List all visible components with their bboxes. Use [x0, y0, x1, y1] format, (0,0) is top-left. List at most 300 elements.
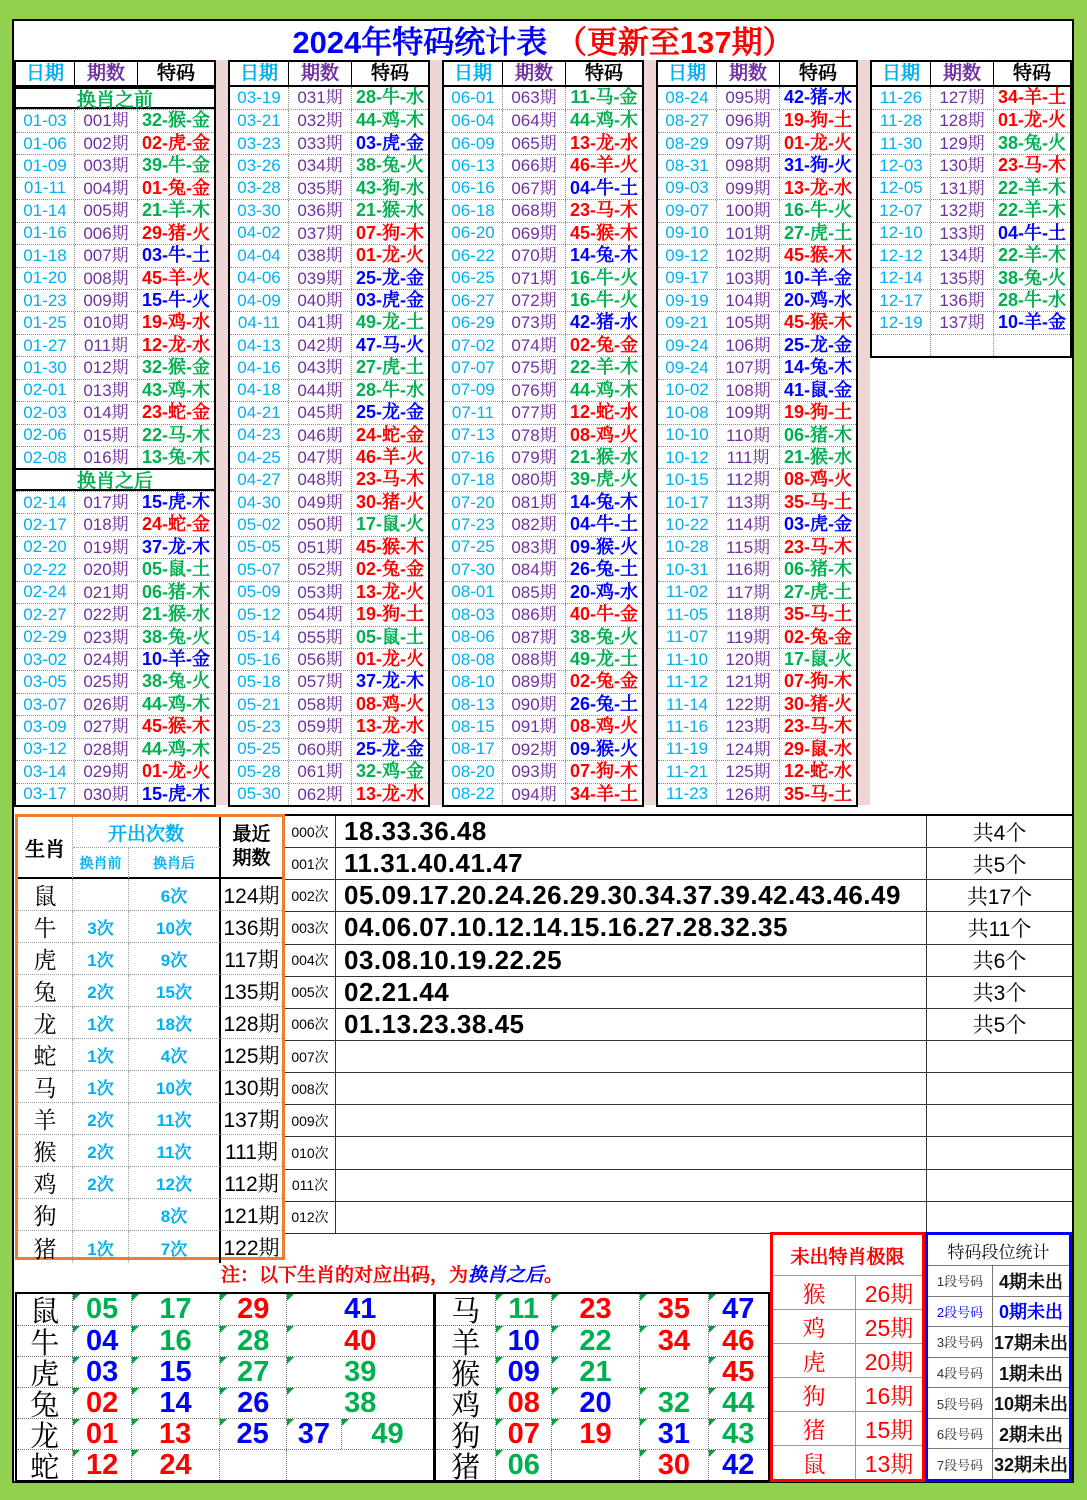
- code-cell: 28-牛-水: [993, 290, 1070, 311]
- period-cell: 105期: [716, 312, 779, 333]
- code-cell: 01-龙-火: [351, 649, 428, 670]
- page-title: [14, 24, 1072, 62]
- date-cell: 04-09: [237, 290, 281, 310]
- period-cell: 064期: [502, 110, 565, 131]
- code-cell: 12-蛇-水: [779, 761, 856, 782]
- date-cell: 06-20: [451, 223, 495, 243]
- num-cell: 07: [495, 1419, 551, 1449]
- code-cell: 21-猴-水: [779, 447, 856, 468]
- date-cell: 04-18: [237, 380, 281, 400]
- header-code: 特码: [351, 62, 428, 85]
- page-title-main: 2024年特码统计表: [292, 25, 548, 60]
- code-cell: 27-虎-土: [779, 582, 856, 603]
- code-cell: 30-猪-火: [779, 694, 856, 715]
- zodiac-label: 鸡: [451, 1389, 481, 1422]
- segment-row: [928, 1297, 1069, 1328]
- date-cell: 08-06: [451, 627, 495, 647]
- count-label: 010次: [285, 1137, 336, 1168]
- table-row: [658, 626, 856, 648]
- table-row: [444, 311, 642, 333]
- count-label: 007次: [285, 1041, 336, 1072]
- table-row: [230, 311, 428, 333]
- zodiac-map-row: [17, 1386, 433, 1422]
- period-cell: 126期: [716, 784, 779, 805]
- code-cell: 21-羊-木: [137, 200, 214, 221]
- stats-header-recent-text: 最近期数: [232, 824, 271, 869]
- table-row: [230, 154, 428, 176]
- period-cell: 109期: [716, 402, 779, 423]
- date-cell: 01-25: [23, 313, 67, 333]
- table-row: [658, 738, 856, 760]
- period-cell: 057期: [288, 671, 351, 692]
- code-cell: 28-牛-水: [351, 87, 428, 109]
- table-row: [658, 87, 856, 109]
- period-cell: 023期: [74, 627, 137, 648]
- zodiac-label: 兔: [30, 1389, 60, 1422]
- stats-zodiac-cell: 牛: [18, 911, 73, 943]
- period-cell: 046期: [288, 425, 351, 446]
- header-date: 日期: [25, 63, 64, 84]
- code-cell: 06-猪-木: [779, 425, 856, 446]
- code-cell: 04-牛-土: [993, 223, 1070, 244]
- count-row: [285, 1202, 1072, 1234]
- date-cell: 09-19: [665, 290, 709, 310]
- date-cell: 06-13: [451, 156, 495, 176]
- lottery-table: [870, 60, 1072, 358]
- code-cell: 13-龙-火: [351, 582, 428, 603]
- table-row: [872, 311, 1070, 333]
- stats-after-cell: 12次: [129, 1167, 221, 1199]
- stats-zodiac-cell: 猴: [18, 1135, 73, 1167]
- table-row: [658, 648, 856, 670]
- table-row: [444, 626, 642, 648]
- code-cell: 27-虎-土: [779, 223, 856, 244]
- date-cell: 05-14: [237, 627, 281, 647]
- table-row: [658, 289, 856, 311]
- date-cell: 03-23: [237, 133, 281, 153]
- count-label: 005次: [285, 977, 336, 1008]
- count-row: [285, 1073, 1072, 1105]
- code-cell: 44-鸡-木: [137, 739, 214, 760]
- period-cell: 090期: [502, 694, 565, 715]
- date-cell: 10-02: [665, 380, 709, 400]
- table-row: [658, 267, 856, 289]
- table-row: [230, 222, 428, 244]
- period-cell: 021期: [74, 582, 137, 603]
- table-row: [658, 154, 856, 176]
- code-cell: 23-马-木: [779, 716, 856, 737]
- code-cell: 24-蛇-金: [351, 425, 428, 446]
- num-cell: 25: [219, 1419, 286, 1449]
- missing-limit-row: [773, 1310, 922, 1344]
- code-cell: 42-猪-水: [779, 87, 856, 109]
- segment-label: 5段号码: [928, 1388, 993, 1418]
- period-cell: 120期: [716, 649, 779, 670]
- period-cell: 002期: [74, 133, 137, 154]
- period-cell: 099期: [716, 178, 779, 199]
- zodiac-label: 龙: [30, 1420, 60, 1453]
- period-cell: 055期: [288, 627, 351, 648]
- period-cell: 073期: [502, 312, 565, 333]
- period-cell: 086期: [502, 604, 565, 625]
- count-total: 共11个: [926, 912, 1072, 943]
- count-row: [285, 945, 1072, 977]
- date-cell: 09-24: [665, 335, 709, 355]
- table-row: [230, 760, 428, 782]
- code-cell: 40-牛-金: [565, 604, 642, 625]
- segment-label: 7段号码: [928, 1449, 993, 1479]
- segment-label: 3段号码: [928, 1327, 993, 1357]
- code-cell: 10-羊-金: [779, 268, 856, 289]
- segment-value: 32期未出: [993, 1455, 1069, 1476]
- segment-value: 17期未出: [993, 1332, 1069, 1353]
- num-cell: 03: [72, 1357, 130, 1387]
- date-cell: 09-12: [665, 245, 709, 265]
- count-numbers: 01.13.23.38.45: [344, 1008, 525, 1039]
- missing-limit-periods: 16期: [864, 1383, 914, 1409]
- table-row: [230, 199, 428, 221]
- count-row: [285, 1041, 1072, 1073]
- num-cell: 20: [551, 1388, 639, 1418]
- code-cell: 26-兔-土: [565, 559, 642, 580]
- period-cell: 036期: [288, 200, 351, 221]
- table-row: [230, 670, 428, 692]
- stats-before-cell: [73, 1199, 129, 1231]
- num-cell: 06: [495, 1450, 551, 1480]
- code-cell: 13-兔-木: [137, 447, 214, 468]
- period-cell: 033期: [288, 133, 351, 154]
- period-cell: 078期: [502, 425, 565, 446]
- code-cell: 27-虎-土: [351, 357, 428, 378]
- date-cell: 05-16: [237, 649, 281, 669]
- stats-zodiac-cell: 马: [18, 1071, 73, 1103]
- period-cell: 125期: [716, 761, 779, 782]
- table-row: [444, 558, 642, 580]
- segment-value: 10期未出: [993, 1394, 1069, 1415]
- table-body: [656, 87, 858, 807]
- period-cell: 056期: [288, 649, 351, 670]
- period-cell: 026期: [74, 694, 137, 715]
- date-cell: 06-18: [451, 200, 495, 220]
- code-cell: 49-龙-土: [565, 649, 642, 670]
- table-row: [230, 401, 428, 423]
- table-row: [444, 334, 642, 356]
- period-cell: 130期: [930, 155, 993, 176]
- code-cell: 20-鸡-水: [565, 582, 642, 603]
- table-row: [230, 87, 428, 109]
- zodiac-label: 猴: [451, 1358, 481, 1391]
- note-line: [15, 1259, 769, 1292]
- period-cell: 015期: [74, 425, 137, 446]
- table-row: [444, 424, 642, 446]
- date-cell: 03-17: [23, 784, 67, 804]
- date-cell: 07-20: [451, 492, 495, 512]
- code-cell: 15-虎-木: [137, 784, 214, 805]
- date-cell: 05-28: [237, 761, 281, 781]
- date-cell: 06-16: [451, 178, 495, 198]
- table-header-row: [656, 60, 858, 87]
- date-cell: 12-14: [879, 268, 923, 288]
- code-cell: 39-牛-金: [137, 155, 214, 176]
- table-row: [658, 513, 856, 535]
- date-cell: 10-15: [665, 470, 709, 490]
- table-body: [442, 87, 644, 807]
- date-cell: 05-07: [237, 559, 281, 579]
- table-row: [444, 154, 642, 176]
- count-row: [285, 816, 1072, 848]
- date-cell: 02-22: [23, 559, 67, 579]
- date-cell: 07-30: [451, 559, 495, 579]
- period-cell: 095期: [716, 87, 779, 109]
- code-cell: 02-兔-金: [565, 671, 642, 692]
- table-row: [230, 693, 428, 715]
- table-row: [444, 715, 642, 737]
- segment-label: 1段号码: [928, 1266, 993, 1296]
- count-numbers: 05.09.17.20.24.26.29.30.34.37.39.42.43.46.49: [344, 880, 901, 911]
- code-cell: 17-鼠-火: [351, 514, 428, 535]
- num-cell: [219, 1450, 286, 1480]
- num-cell: 19: [551, 1419, 639, 1449]
- code-cell: 10-羊-金: [137, 649, 214, 670]
- period-cell: 132期: [930, 200, 993, 221]
- period-cell: 016期: [74, 447, 137, 468]
- table-row: [658, 401, 856, 423]
- num-cell: [286, 1450, 433, 1480]
- segment-label: 2段号码: [928, 1297, 993, 1327]
- period-cell: 054期: [288, 604, 351, 625]
- table-row: [16, 222, 214, 244]
- code-cell: 17-鼠-火: [779, 649, 856, 670]
- period-cell: 018期: [74, 514, 137, 535]
- zodiac-map-row: [436, 1293, 768, 1328]
- table-row: [658, 581, 856, 603]
- table-row: [444, 109, 642, 131]
- period-cell: 025期: [74, 671, 137, 692]
- date-cell: 03-26: [237, 156, 281, 176]
- table-row: [658, 424, 856, 446]
- date-cell: 08-03: [451, 604, 495, 624]
- code-cell: 39-虎-火: [565, 469, 642, 490]
- period-cell: 077期: [502, 402, 565, 423]
- stats-after-cell: 9次: [129, 943, 221, 975]
- period-cell: 103期: [716, 268, 779, 289]
- stats-header-recent: [221, 817, 282, 879]
- code-cell: 37-龙-木: [351, 671, 428, 692]
- table-row: [16, 356, 214, 378]
- date-cell: 01-11: [23, 178, 67, 198]
- date-cell: 07-09: [451, 380, 495, 400]
- period-cell: 106期: [716, 335, 779, 356]
- missing-limit-zodiac: 猴: [773, 1276, 856, 1309]
- code-cell: 10-羊-金: [993, 312, 1070, 333]
- date-cell: 06-22: [451, 245, 495, 265]
- table-row: [658, 109, 856, 131]
- table-row: [16, 199, 214, 221]
- num-cell: 11: [495, 1294, 551, 1325]
- code-cell: 22-马-木: [137, 425, 214, 446]
- date-cell: 04-21: [237, 402, 281, 422]
- date-cell: 02-14: [23, 492, 67, 512]
- period-cell: 066期: [502, 155, 565, 176]
- table-row: [16, 491, 214, 513]
- date-cell: 08-13: [451, 694, 495, 714]
- missing-limit-row: [773, 1446, 922, 1479]
- period-cell: 093期: [502, 761, 565, 782]
- period-cell: 128期: [930, 110, 993, 131]
- date-cell: 06-25: [451, 268, 495, 288]
- code-cell: 03-虎-金: [779, 514, 856, 535]
- date-cell: 08-01: [451, 582, 495, 602]
- table-row: [444, 648, 642, 670]
- table-row: [872, 132, 1070, 154]
- date-cell: 03-14: [23, 761, 67, 781]
- table-separator: [858, 60, 870, 805]
- count-row: [285, 977, 1072, 1009]
- date-cell: 08-24: [665, 88, 709, 108]
- count-row: [285, 848, 1072, 880]
- stats-recent-cell: 112期: [221, 1167, 282, 1199]
- table-row: [16, 244, 214, 266]
- period-cell: 119期: [716, 627, 779, 648]
- date-cell: 02-20: [23, 537, 67, 557]
- stats-before-cell: 1次: [73, 1231, 129, 1263]
- date-cell: 11-21: [665, 761, 709, 781]
- code-cell: 46-羊-火: [351, 447, 428, 468]
- zodiac-map-row: [17, 1355, 433, 1391]
- num-cell: 41: [286, 1294, 433, 1325]
- code-cell: 22-羊-木: [993, 200, 1070, 221]
- table-row: [230, 132, 428, 154]
- num-cell: 44: [708, 1388, 768, 1418]
- table-row: [230, 244, 428, 266]
- table-row: [872, 244, 1070, 266]
- date-cell: 11-02: [665, 582, 709, 602]
- header-period: 期数: [502, 62, 565, 85]
- table-separator: [644, 60, 656, 805]
- period-cell: 089期: [502, 671, 565, 692]
- code-cell: 26-兔-土: [565, 694, 642, 715]
- period-cell: 014期: [74, 402, 137, 423]
- num-cell: 39: [286, 1357, 433, 1387]
- date-cell: 03-09: [23, 716, 67, 736]
- table-row: [16, 603, 214, 625]
- stats-before-cell: 1次: [73, 1071, 129, 1103]
- num-cell: [639, 1357, 707, 1387]
- date-cell: 11-30: [879, 133, 923, 153]
- period-cell: 008期: [74, 268, 137, 289]
- stats-before-cell: 1次: [73, 1039, 129, 1071]
- code-cell: 24-蛇-金: [137, 514, 214, 535]
- period-cell: 034期: [288, 155, 351, 176]
- table-row: [658, 132, 856, 154]
- code-cell: 09-猴-火: [565, 739, 642, 760]
- code-cell: 03-牛-土: [137, 245, 214, 266]
- header-period: 期数: [74, 62, 137, 85]
- count-total: 共5个: [926, 1009, 1072, 1040]
- period-cell: 007期: [74, 245, 137, 266]
- date-cell: 03-12: [23, 739, 67, 759]
- period-cell: 136期: [930, 290, 993, 311]
- date-cell: 01-09: [23, 156, 67, 176]
- period-cell: 083期: [502, 537, 565, 558]
- date-cell: 04-25: [237, 447, 281, 467]
- date-cell: 02-01: [23, 380, 67, 400]
- code-cell: 34-羊-土: [565, 784, 642, 805]
- zodiac-label: 虎: [30, 1358, 60, 1391]
- table-row: [658, 715, 856, 737]
- period-cell: 134期: [930, 245, 993, 266]
- date-cell: 02-27: [23, 604, 67, 624]
- code-cell: 16-牛-火: [565, 290, 642, 311]
- missing-limit-periods: 13期: [864, 1451, 914, 1477]
- num-cell: 30: [639, 1450, 707, 1480]
- code-cell: 34-羊-土: [993, 87, 1070, 109]
- table-separator: [430, 60, 442, 805]
- date-cell: 04-06: [237, 268, 281, 288]
- segment-value: 4期未出: [998, 1271, 1063, 1292]
- count-total: 共3个: [926, 977, 1072, 1008]
- num-cell: 49: [341, 1419, 433, 1449]
- table-row: [16, 670, 214, 692]
- zodiac-map-row: [436, 1417, 768, 1453]
- period-cell: 068期: [502, 200, 565, 221]
- code-cell: 38-兔-火: [137, 671, 214, 692]
- zodiac-label: 马: [451, 1296, 481, 1328]
- period-cell: 079期: [502, 447, 565, 468]
- header-code: 特码: [565, 62, 642, 85]
- date-cell: 08-17: [451, 739, 495, 759]
- zodiac-label: 鼠: [30, 1296, 60, 1328]
- count-row: [285, 880, 1072, 912]
- date-cell: 05-12: [237, 604, 281, 624]
- date-cell: 01-20: [23, 268, 67, 288]
- period-cell: 085期: [502, 582, 565, 603]
- period-cell: 074期: [502, 335, 565, 356]
- table-row: [230, 513, 428, 535]
- date-cell: 10-12: [665, 447, 709, 467]
- table-row: [444, 536, 642, 558]
- period-cell: 003期: [74, 155, 137, 176]
- num-cell: 37: [286, 1419, 341, 1449]
- stats-before-cell: 2次: [73, 1135, 129, 1167]
- code-cell: 41-鼠-金: [779, 380, 856, 401]
- period-cell: 043期: [288, 357, 351, 378]
- segment-value: 0期未出: [998, 1302, 1063, 1323]
- period-cell: 020期: [74, 559, 137, 580]
- period-cell: 117期: [716, 582, 779, 603]
- date-cell: 06-29: [451, 313, 495, 333]
- date-cell: 03-02: [23, 649, 67, 669]
- date-cell: 07-11: [451, 402, 495, 422]
- code-cell: 13-龙-水: [565, 133, 642, 154]
- date-cell: 01-06: [23, 133, 67, 153]
- period-cell: 123期: [716, 716, 779, 737]
- date-cell: 07-25: [451, 537, 495, 557]
- period-cell: 047期: [288, 447, 351, 468]
- code-cell: 02-兔-金: [565, 335, 642, 356]
- period-cell: 027期: [74, 716, 137, 737]
- table-row: [230, 738, 428, 760]
- code-cell: 23-马-木: [565, 200, 642, 221]
- num-cell: 17: [131, 1294, 219, 1325]
- date-cell: 08-15: [451, 716, 495, 736]
- missing-limit-title: 未出特肖极限: [773, 1235, 922, 1276]
- period-cell: 081期: [502, 492, 565, 513]
- stats-recent-cell: 125期: [221, 1039, 282, 1071]
- code-cell: 45-猴-木: [137, 716, 214, 737]
- table-row: [658, 783, 856, 805]
- date-cell: 04-27: [237, 470, 281, 490]
